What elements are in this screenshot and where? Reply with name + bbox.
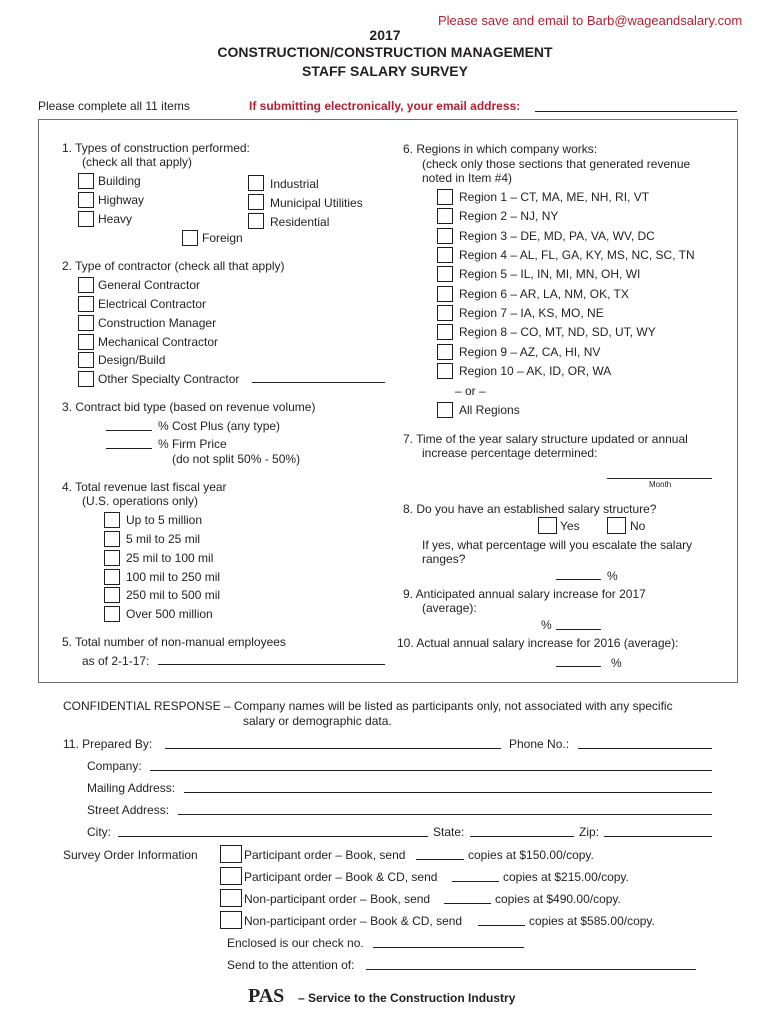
q10-label: 10. Actual annual salary increase for 2016 (average): xyxy=(397,636,679,650)
participant-book-price: copies at $150.00/copy. xyxy=(468,848,594,862)
checkbox-region-7[interactable] xyxy=(437,305,453,321)
q5-label: 5. Total number of non-manual employees xyxy=(62,635,286,649)
nonparticipant-book-cd-price: copies at $585.00/copy. xyxy=(529,914,655,928)
q5-sublabel: as of 2-1-17: xyxy=(82,654,150,668)
month-field[interactable] xyxy=(607,478,712,479)
checkbox-municipal-utilities[interactable] xyxy=(248,194,264,210)
region-7-label: Region 7 – IA, KS, MO, NE xyxy=(459,306,604,320)
region-3-label: Region 3 – DE, MD, PA, VA, WV, DC xyxy=(459,229,655,243)
q9-label: 9. Anticipated annual salary increase for 2017 xyxy=(403,587,646,601)
pas-logo: PAS xyxy=(248,985,285,1007)
participant-book-label: Participant order – Book, send xyxy=(244,848,406,862)
option-industrial: Industrial xyxy=(270,177,319,191)
q2-label: 2. Type of contractor (check all that apply) xyxy=(62,259,285,273)
street-address-field[interactable] xyxy=(178,814,712,815)
mailing-address-label: Mailing Address: xyxy=(87,781,176,795)
firm-price-label: % Firm Price xyxy=(158,437,227,451)
checkbox-design-build[interactable] xyxy=(78,352,94,368)
option-general-contractor: General Contractor xyxy=(98,278,201,292)
checkbox-nonparticipant-book[interactable] xyxy=(220,889,242,907)
checkbox-foreign[interactable] xyxy=(182,230,198,246)
checkbox-construction-manager[interactable] xyxy=(78,315,94,331)
checkbox-region-4[interactable] xyxy=(437,247,453,263)
street-address-label: Street Address: xyxy=(87,803,170,817)
q3-note: (do not split 50% - 50%) xyxy=(172,452,301,466)
attention-field[interactable] xyxy=(366,969,696,970)
escalate-percent-sign: % xyxy=(607,569,618,583)
checkbox-other-specialty[interactable] xyxy=(78,371,94,387)
month-caption: Month xyxy=(649,480,672,489)
checkbox-region-1[interactable] xyxy=(437,189,453,205)
region-9-label: Region 9 – AZ, CA, HI, NV xyxy=(459,345,601,359)
q4-sublabel: (U.S. operations only) xyxy=(82,494,199,508)
checkbox-participant-book[interactable] xyxy=(220,845,242,863)
q8-followup-1: If yes, what percentage will you escalate the salary xyxy=(422,538,693,552)
q1-label: 1. Types of construction performed: xyxy=(62,141,250,155)
option-residential: Residential xyxy=(270,215,330,229)
region-5-label: Region 5 – IL, IN, MI, MN, OH, WI xyxy=(459,267,641,281)
region-10-label: Region 10 – AK, ID, OR, WA xyxy=(459,364,612,378)
checkbox-region-10[interactable] xyxy=(437,363,453,379)
page-title: CONSTRUCTION/CONSTRUCTION MANAGEMENT xyxy=(217,44,553,60)
phone-label: Phone No.: xyxy=(509,737,570,751)
region-6-label: Region 6 – AR, LA, NM, OK, TX xyxy=(459,287,629,301)
option-revenue-5-25: 5 mil to 25 mil xyxy=(126,532,201,546)
option-heavy: Heavy xyxy=(98,212,133,226)
option-design-build: Design/Build xyxy=(98,353,166,367)
state-field[interactable] xyxy=(470,836,574,837)
checkbox-revenue-up-to-5[interactable] xyxy=(104,512,120,528)
nonparticipant-book-cd-label: Non-participant order – Book & CD, send xyxy=(244,914,463,928)
attention-label: Send to the attention of: xyxy=(227,958,355,972)
mailing-address-field[interactable] xyxy=(184,792,712,793)
region-1-label: Region 1 – CT, MA, ME, NH, RI, VT xyxy=(459,190,650,204)
zip-field[interactable] xyxy=(604,836,712,837)
region-4-label: Region 4 – AL, FL, GA, KY, MS, NC, SC, TN xyxy=(459,248,695,262)
checkbox-industrial[interactable] xyxy=(248,175,264,191)
q7-label: 7. Time of the year salary structure updated or annual xyxy=(403,432,688,446)
checkbox-highway[interactable] xyxy=(78,192,94,208)
city-field[interactable] xyxy=(118,836,428,837)
option-electrical-contractor: Electrical Contractor xyxy=(98,297,207,311)
anticipated-increase-field[interactable] xyxy=(556,629,601,630)
nonparticipant-book-price: copies at $490.00/copy. xyxy=(495,892,621,906)
checkbox-region-3[interactable] xyxy=(437,228,453,244)
no-label: No xyxy=(630,519,646,533)
checkbox-revenue-100-250[interactable] xyxy=(104,569,120,585)
option-revenue-up-to-5: Up to 5 million xyxy=(126,513,203,527)
option-highway: Highway xyxy=(98,193,145,207)
other-specialty-field[interactable] xyxy=(252,382,385,383)
participant-book-cd-label: Participant order – Book & CD, send xyxy=(244,870,438,884)
cost-plus-label: % Cost Plus (any type) xyxy=(158,419,281,433)
company-label: Company: xyxy=(87,759,142,773)
instructions: Please complete all 11 items xyxy=(38,99,190,113)
checkbox-residential[interactable] xyxy=(248,213,264,229)
state-label: State: xyxy=(433,825,465,839)
option-foreign: Foreign xyxy=(202,231,243,245)
option-municipal-utilities: Municipal Utilities xyxy=(270,196,363,210)
nonparticipant-book-cd-copies-field[interactable] xyxy=(478,925,525,926)
city-label: City: xyxy=(87,825,111,839)
participant-book-cd-price: copies at $215.00/copy. xyxy=(503,870,629,884)
q6-sublabel-2: noted in Item #4) xyxy=(422,171,513,185)
checkbox-region-6[interactable] xyxy=(437,286,453,302)
email-notice: Please save and email to Barb@wageandsalary.com xyxy=(438,13,743,28)
phone-field[interactable] xyxy=(578,748,712,749)
company-field[interactable] xyxy=(150,770,712,771)
escalate-percent-field[interactable] xyxy=(556,579,601,580)
option-mechanical-contractor: Mechanical Contractor xyxy=(98,335,219,349)
checkbox-revenue-over-500[interactable] xyxy=(104,606,120,622)
check-number-label: Enclosed is our check no. xyxy=(227,936,364,950)
checkbox-region-8[interactable] xyxy=(437,324,453,340)
checkbox-participant-book-cd[interactable] xyxy=(220,867,242,885)
option-building: Building xyxy=(98,174,141,188)
q3-label: 3. Contract bid type (based on revenue volume) xyxy=(62,400,316,414)
confidential-line-2: salary or demographic data. xyxy=(243,714,392,728)
checkbox-building[interactable] xyxy=(78,173,94,189)
all-regions-label: All Regions xyxy=(459,403,520,417)
option-other-specialty: Other Specialty Contractor xyxy=(98,372,240,386)
actual-increase-field[interactable] xyxy=(556,666,601,667)
participant-book-cd-copies-field[interactable] xyxy=(452,881,499,882)
prepared-by-field[interactable] xyxy=(165,748,501,749)
q8-followup-2: ranges? xyxy=(422,552,466,566)
check-number-field[interactable] xyxy=(373,947,524,948)
option-revenue-25-100: 25 mil to 100 mil xyxy=(126,551,214,565)
participant-book-copies-field[interactable] xyxy=(416,859,464,860)
q10-percent-sign: % xyxy=(611,656,622,670)
checkbox-region-2[interactable] xyxy=(437,208,453,224)
zip-label: Zip: xyxy=(579,825,600,839)
firm-price-field[interactable] xyxy=(106,448,152,449)
region-2-label: Region 2 – NJ, NY xyxy=(459,209,559,223)
checkbox-mechanical-contractor[interactable] xyxy=(78,334,94,350)
checkbox-all-regions[interactable] xyxy=(437,402,453,418)
email-prompt: If submitting electronically, your email address: xyxy=(249,99,521,113)
survey-year: 2017 xyxy=(369,27,401,43)
region-8-label: Region 8 – CO, MT, ND, SD, UT, WY xyxy=(459,325,656,339)
option-revenue-250-500: 250 mil to 500 mil xyxy=(126,588,221,602)
footer-tagline: – Service to the Construction Industry xyxy=(298,991,516,1005)
nonparticipant-book-copies-field[interactable] xyxy=(444,903,491,904)
or-separator: – or – xyxy=(455,384,486,398)
q1-sublabel: (check all that apply) xyxy=(82,155,193,169)
option-revenue-100-250: 100 mil to 250 mil xyxy=(126,570,221,584)
checkbox-nonparticipant-book-cd[interactable] xyxy=(220,911,242,929)
q9-percent-sign: % xyxy=(541,618,552,632)
checkbox-region-9[interactable] xyxy=(437,344,453,360)
cost-plus-field[interactable] xyxy=(106,430,152,431)
q9-sublabel: (average): xyxy=(422,601,477,615)
prepared-by-label: 11. Prepared By: xyxy=(63,737,153,751)
employee-count-field[interactable] xyxy=(158,664,385,665)
checkbox-yes[interactable] xyxy=(538,517,557,534)
checkbox-revenue-25-100[interactable] xyxy=(104,550,120,566)
confidential-line-1: CONFIDENTIAL RESPONSE – Company names will be listed as participants only, not associated with any specific xyxy=(63,699,673,713)
checkbox-region-5[interactable] xyxy=(437,266,453,282)
email-field[interactable] xyxy=(535,111,737,112)
option-revenue-over-500: Over 500 million xyxy=(126,607,213,621)
checkbox-heavy[interactable] xyxy=(78,211,94,227)
order-heading: Survey Order Information xyxy=(63,848,198,862)
q6-label: 6. Regions in which company works: xyxy=(403,142,598,156)
q8-label: 8. Do you have an established salary structure? xyxy=(403,502,657,516)
checkbox-revenue-5-25[interactable] xyxy=(104,531,120,547)
checkbox-no[interactable] xyxy=(607,517,626,534)
nonparticipant-book-label: Non-participant order – Book, send xyxy=(244,892,431,906)
q7-sublabel: increase percentage determined: xyxy=(422,446,598,460)
option-construction-manager: Construction Manager xyxy=(98,316,217,330)
checkbox-electrical-contractor[interactable] xyxy=(78,296,94,312)
yes-label: Yes xyxy=(560,519,580,533)
q6-sublabel-1: (check only those sections that generated revenue xyxy=(422,157,691,171)
page-subtitle: STAFF SALARY SURVEY xyxy=(302,63,468,79)
q4-label: 4. Total revenue last fiscal year xyxy=(62,480,227,494)
checkbox-general-contractor[interactable] xyxy=(78,277,94,293)
checkbox-revenue-250-500[interactable] xyxy=(104,587,120,603)
